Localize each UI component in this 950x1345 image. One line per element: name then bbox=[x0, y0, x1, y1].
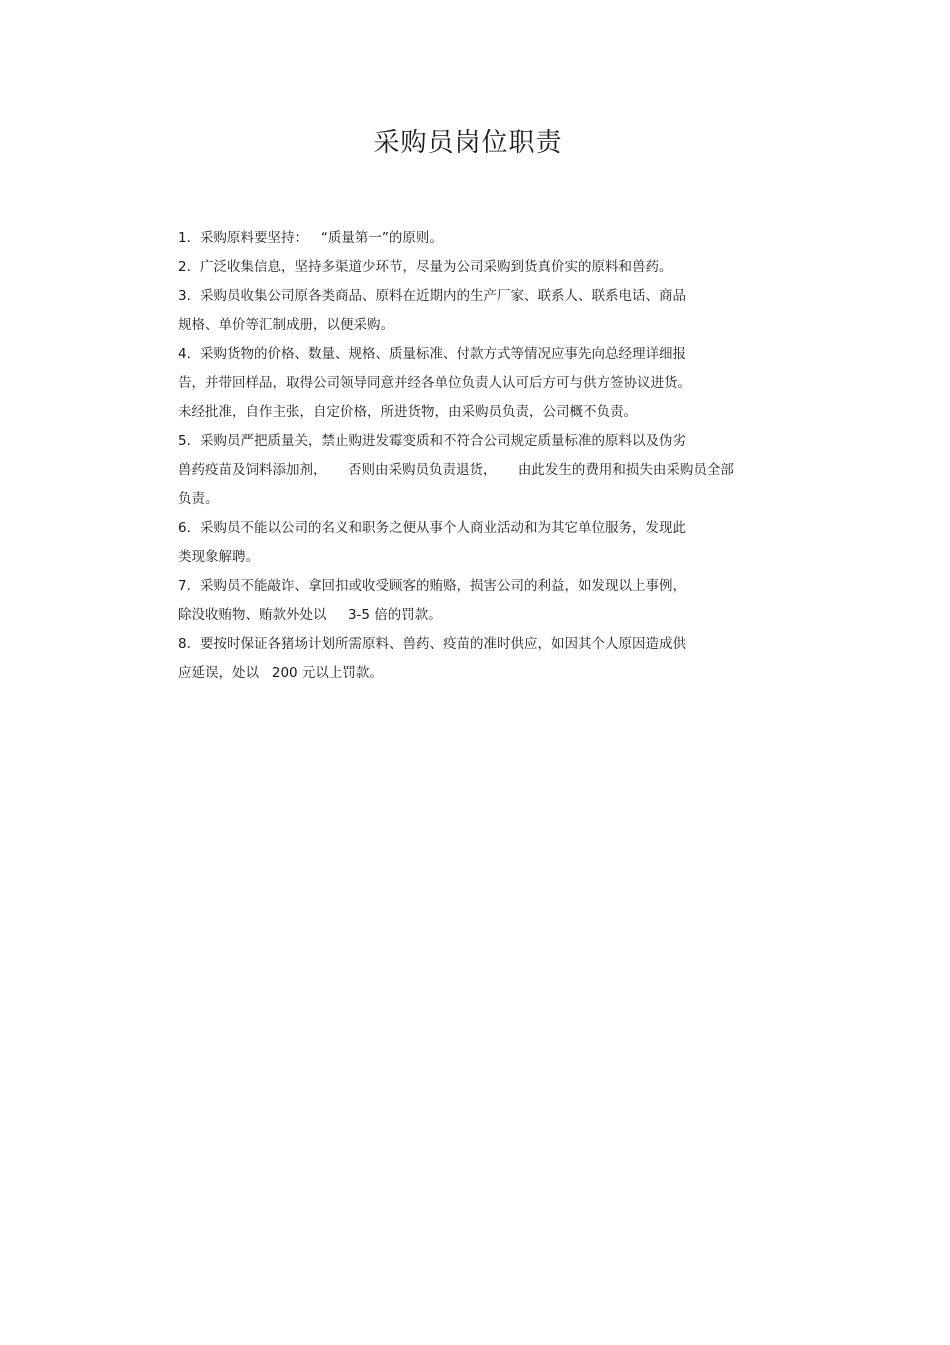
item-line: 规格、单价等汇制成册，以便采购。 bbox=[178, 317, 394, 333]
duty-list bbox=[178, 227, 788, 691]
list-item bbox=[178, 256, 788, 278]
item-text: 采购员严把质量关，禁止购进发霉变质和不符合公司规定质量标准的原料以及伪劣 bbox=[200, 433, 686, 449]
item-number: 7. bbox=[178, 578, 191, 594]
item-line: 负责。 bbox=[178, 491, 219, 507]
item-text: 采购原料要坚持： “质量第一”的原则。 bbox=[200, 230, 443, 246]
item-line bbox=[178, 343, 788, 365]
item-text: 要按时保证各猪场计划所需原料、兽药、疫苗的准时供应，如因其个人原因造成供 bbox=[200, 636, 686, 652]
item-text: 采购员收集公司原各类商品、原料在近期内的生产厂家、联系人、联系电话、商品 bbox=[200, 288, 686, 304]
item-line: 类现象解聘。 bbox=[178, 549, 259, 565]
list-item bbox=[178, 633, 788, 684]
item-text: 广泛收集信息，坚持多渠道少环节，尽量为公司采购到货真价实的原料和兽药。 bbox=[200, 259, 673, 275]
page-title: 采购员岗位职责 bbox=[373, 128, 563, 158]
item-line bbox=[178, 517, 788, 539]
list-item bbox=[178, 285, 788, 336]
item-line bbox=[178, 430, 788, 452]
item-line: 兽药疫苗及饲料添加剂， 否则由采购员负责退货， 由此发生的费用和损失由采购员全部 bbox=[178, 462, 734, 478]
item-text: 采购员不能敲诈、拿回扣或收受顾客的贿赂，损害公司的利益，如发现以上事例， bbox=[200, 578, 686, 594]
item-line bbox=[178, 285, 788, 307]
item-number: 1. bbox=[178, 230, 191, 246]
item-number: 3. bbox=[178, 288, 191, 304]
item-line: 除没收贿物、贿款外处以 3-5 倍的罚款。 bbox=[178, 607, 442, 623]
item-text: 采购员不能以公司的名义和职务之便从事个人商业活动和为其它单位服务，发现此 bbox=[200, 520, 686, 536]
list-item bbox=[178, 430, 788, 510]
item-number: 5. bbox=[178, 433, 191, 449]
item-line: 应延误，处以 200 元以上罚款。 bbox=[178, 665, 383, 681]
item-line: 未经批准，自作主张，自定价格，所进货物，由采购员负责，公司概不负责。 bbox=[178, 404, 637, 420]
item-number: 4. bbox=[178, 346, 191, 362]
item-line bbox=[178, 256, 788, 278]
list-item bbox=[178, 343, 788, 423]
item-line bbox=[178, 633, 788, 655]
item-number: 2. bbox=[178, 259, 191, 275]
item-number: 8. bbox=[178, 636, 191, 652]
item-line: 告，并带回样品，取得公司领导同意并经各单位负责人认可后方可与供方签协议进货。 bbox=[178, 375, 691, 391]
item-text: 采购货物的价格、数量、规格、质量标准、付款方式等情况应事先向总经理详细报 bbox=[200, 346, 686, 362]
item-line bbox=[178, 575, 788, 597]
list-item bbox=[178, 227, 788, 249]
item-line bbox=[178, 227, 788, 249]
list-item bbox=[178, 517, 788, 568]
item-number: 6. bbox=[178, 520, 191, 536]
list-item bbox=[178, 575, 788, 626]
